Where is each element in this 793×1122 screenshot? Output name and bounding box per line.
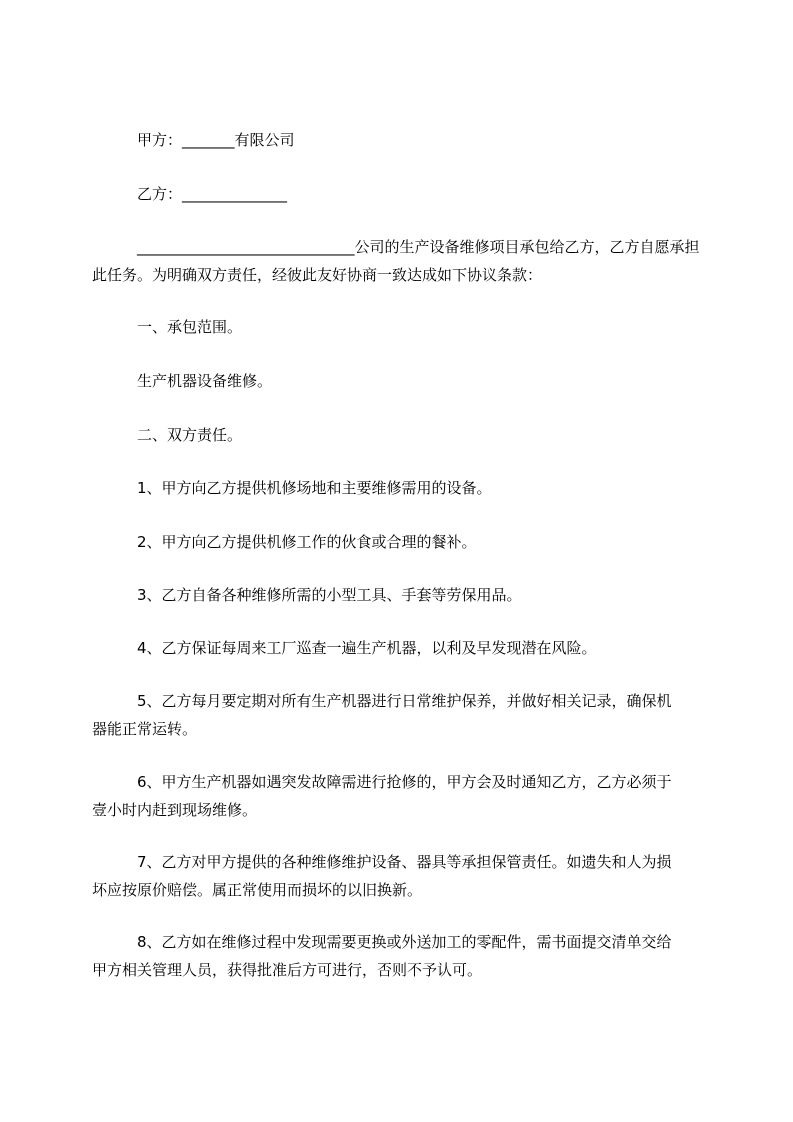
item-3-text: 3、乙方自备各种维修所需的小型工具、手套等劳保用品。	[137, 586, 522, 604]
item-8-line-1: 8、乙方如在维修过程中发现需要更换或外送加工的零配件，需书面提交清单交给	[137, 933, 672, 951]
section2-title: 二、双方责任。	[137, 426, 243, 444]
item-6-line-1: 6、甲方生产机器如遇突发故障需进行抢修的，甲方会及时通知乙方，乙方必须于	[137, 773, 672, 791]
party-a-text: 甲方：_______有限公司	[137, 131, 295, 149]
item-5-line-2: 器能正常运转。	[92, 720, 198, 738]
item-2-text: 2、甲方向乙方提供机修工作的伙食或合理的餐补。	[137, 533, 477, 551]
item-7-line-1: 7、乙方对甲方提供的各种维修维护设备、器具等承担保管责任。如遗失和人为损	[137, 853, 672, 871]
item-7-line-2: 坏应按原价赔偿。属正常使用而损坏的以旧换新。	[92, 881, 423, 899]
section1-body: 生产机器设备维修。	[137, 372, 273, 390]
party-b-text: 乙方：______________	[137, 185, 288, 203]
item-6-line-2: 壹小时内赶到现场维修。	[92, 801, 258, 819]
item-5-line-1: 5、乙方每月要定期对所有生产机器进行日常维护保养，并做好相关记录，确保机	[137, 692, 672, 710]
section1-title: 一、承包范围。	[137, 318, 243, 336]
item-1-text: 1、甲方向乙方提供机修场地和主要维修需用的设备。	[137, 479, 492, 497]
item-4-text: 4、乙方保证每周来工厂巡查一遍生产机器，以利及早发现潜在风险。	[137, 639, 597, 657]
intro-line-2: 此任务。为明确双方责任，经彼此友好协商一致达成如下协议条款：	[92, 266, 543, 284]
intro-line-1: _____________________________公司的生产设备维修项目承包给乙方，乙方自愿承担	[137, 238, 700, 256]
item-8-line-2: 甲方相关管理人员，获得批准后方可进行，否则不予认可。	[92, 961, 483, 979]
